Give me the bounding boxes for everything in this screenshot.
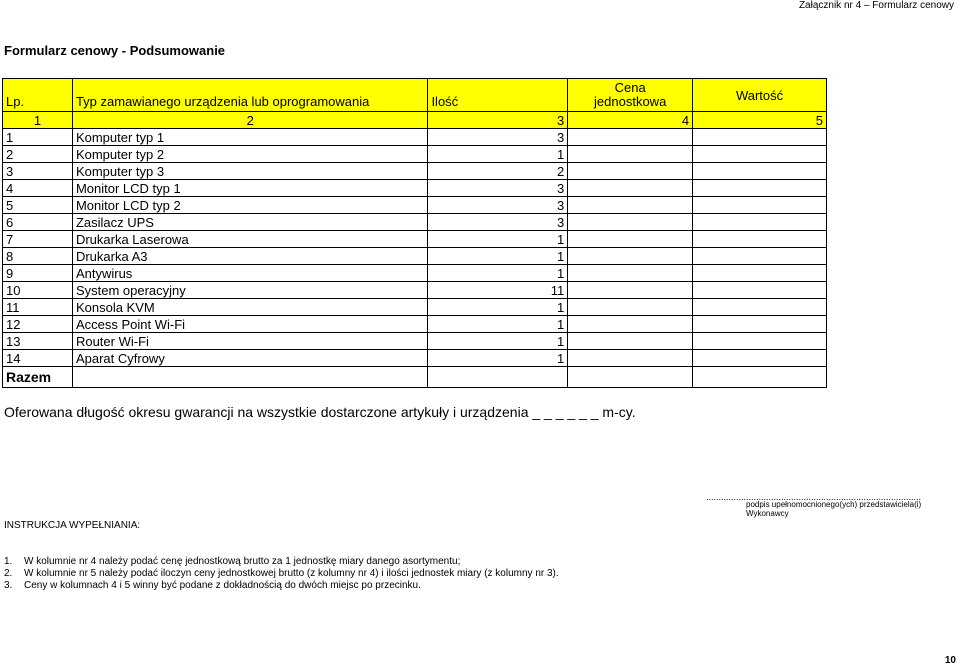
row-lp: 6 (3, 214, 73, 231)
instructions-list (4, 556, 559, 592)
row-value-cell[interactable] (693, 282, 827, 299)
row-qty: 1 (428, 146, 568, 163)
table-row (3, 282, 827, 299)
header-value: Wartość (693, 79, 827, 112)
row-name: Konsola KVM (72, 299, 427, 316)
row-name: Router Wi-Fi (72, 333, 427, 350)
page-title: Formularz cenowy - Podsumowanie (4, 43, 226, 58)
warranty-statement: Oferowana długość okresu gwarancji na wszystkie dostarczone artykuły i urządzenia _ _ _ _ _ _ m-cy. (4, 404, 636, 420)
table-row (3, 265, 827, 282)
row-unit-price-cell[interactable] (568, 299, 693, 316)
header-qty: Ilość (428, 79, 568, 112)
row-qty: 3 (428, 214, 568, 231)
instruction-item (4, 568, 559, 580)
column-number-1: 1 (3, 112, 73, 129)
table-row (3, 180, 827, 197)
table-row (3, 316, 827, 333)
row-unit-price-cell[interactable] (568, 265, 693, 282)
table-row (3, 129, 827, 146)
row-unit-price-cell[interactable] (568, 163, 693, 180)
row-lp: 8 (3, 248, 73, 265)
row-qty: 3 (428, 197, 568, 214)
row-unit-price-cell[interactable] (568, 197, 693, 214)
page-number: 10 (944, 655, 956, 666)
row-qty: 3 (428, 129, 568, 146)
row-name: Drukarka Laserowa (72, 231, 427, 248)
row-lp: 9 (3, 265, 73, 282)
instruction-text: Ceny w kolumnach 4 i 5 winny być podane z dokładnością do dwóch miejsc po przecinku. (24, 580, 421, 591)
row-qty: 11 (428, 282, 568, 299)
table-row (3, 146, 827, 163)
row-qty: 3 (428, 180, 568, 197)
row-value-cell[interactable] (693, 231, 827, 248)
table-row (3, 214, 827, 231)
header-unit-price (568, 79, 693, 112)
row-lp: 12 (3, 316, 73, 333)
row-value-cell[interactable] (693, 265, 827, 282)
row-name: Monitor LCD typ 1 (72, 180, 427, 197)
row-unit-price-cell[interactable] (568, 350, 693, 367)
row-qty: 1 (428, 265, 568, 282)
row-lp: 4 (3, 180, 73, 197)
row-lp: 14 (3, 350, 73, 367)
total-label: Razem (3, 367, 73, 388)
instruction-item (4, 580, 559, 592)
instruction-number: 2. (4, 568, 13, 579)
row-value-cell[interactable] (693, 129, 827, 146)
header-unit-price-line2: jednostkowa (594, 94, 667, 109)
row-unit-price-cell[interactable] (568, 180, 693, 197)
total-value-cell[interactable] (693, 367, 827, 388)
row-lp: 3 (3, 163, 73, 180)
row-name: Drukarka A3 (72, 248, 427, 265)
row-unit-price-cell[interactable] (568, 146, 693, 163)
row-value-cell[interactable] (693, 163, 827, 180)
header-unit-price-line1: Cena (614, 80, 646, 95)
row-qty: 1 (428, 333, 568, 350)
row-lp: 5 (3, 197, 73, 214)
row-name: Komputer typ 3 (72, 163, 427, 180)
row-value-cell[interactable] (693, 316, 827, 333)
price-table (2, 78, 827, 388)
row-value-cell[interactable] (693, 214, 827, 231)
total-blank (428, 367, 568, 388)
table-header-row (3, 79, 827, 112)
row-name: Monitor LCD typ 2 (72, 197, 427, 214)
row-qty: 2 (428, 163, 568, 180)
column-number-2: 2 (72, 112, 427, 129)
total-row (3, 367, 827, 388)
total-blank (568, 367, 693, 388)
row-unit-price-cell[interactable] (568, 214, 693, 231)
row-value-cell[interactable] (693, 180, 827, 197)
row-name: Zasilacz UPS (72, 214, 427, 231)
row-value-cell[interactable] (693, 146, 827, 163)
instruction-number: 3. (4, 580, 13, 591)
row-qty: 1 (428, 248, 568, 265)
column-number-4: 4 (568, 112, 693, 129)
total-blank (72, 367, 427, 388)
table-row (3, 197, 827, 214)
row-lp: 2 (3, 146, 73, 163)
row-unit-price-cell[interactable] (568, 282, 693, 299)
row-value-cell[interactable] (693, 333, 827, 350)
row-name: Access Point Wi-Fi (72, 316, 427, 333)
header-name: Typ zamawianego urządzenia lub oprogramowania (72, 79, 427, 112)
row-name: Antywirus (72, 265, 427, 282)
column-number-3: 3 (428, 112, 568, 129)
row-value-cell[interactable] (693, 350, 827, 367)
row-qty: 1 (428, 231, 568, 248)
signature-caption: podpis upełnomocnionego(ych) przedstawiciela(i) Wykonawcy (746, 500, 922, 518)
row-unit-price-cell[interactable] (568, 231, 693, 248)
row-unit-price-cell[interactable] (568, 316, 693, 333)
table-row (3, 299, 827, 316)
table-row (3, 163, 827, 180)
row-lp: 11 (3, 299, 73, 316)
instruction-text: W kolumnie nr 5 należy podać iloczyn ceny jednostkowej brutto (z kolumny nr 4) i ilości jednostek miary (z kolumny nr 3). (24, 568, 559, 579)
row-unit-price-cell[interactable] (568, 333, 693, 350)
table-row (3, 248, 827, 265)
signature-line: ...................................................................................... (706, 492, 922, 502)
column-number-5: 5 (693, 112, 827, 129)
table-row (3, 231, 827, 248)
row-name: System operacyjny (72, 282, 427, 299)
table-row (3, 350, 827, 367)
instruction-item (4, 556, 559, 568)
row-value-cell[interactable] (693, 197, 827, 214)
instruction-number: 1. (4, 556, 13, 567)
row-name: Komputer typ 1 (72, 129, 427, 146)
row-qty: 1 (428, 299, 568, 316)
annex-label: Załącznik nr 4 – Formularz cenowy (798, 0, 954, 11)
row-value-cell[interactable] (693, 248, 827, 265)
row-unit-price-cell[interactable] (568, 129, 693, 146)
table-row (3, 333, 827, 350)
row-value-cell[interactable] (693, 299, 827, 316)
instructions-title: INSTRUKCJA WYPEŁNIANIA: (4, 520, 141, 531)
row-lp: 10 (3, 282, 73, 299)
row-unit-price-cell[interactable] (568, 248, 693, 265)
column-number-row (3, 112, 827, 129)
row-lp: 7 (3, 231, 73, 248)
row-lp: 13 (3, 333, 73, 350)
row-lp: 1 (3, 129, 73, 146)
instruction-text: W kolumnie nr 4 należy podać cenę jednostkową brutto za 1 jednostkę miary danego asortymentu; (24, 556, 461, 567)
row-name: Komputer typ 2 (72, 146, 427, 163)
row-qty: 1 (428, 350, 568, 367)
header-lp: Lp. (3, 79, 73, 112)
row-name: Aparat Cyfrowy (72, 350, 427, 367)
row-qty: 1 (428, 316, 568, 333)
